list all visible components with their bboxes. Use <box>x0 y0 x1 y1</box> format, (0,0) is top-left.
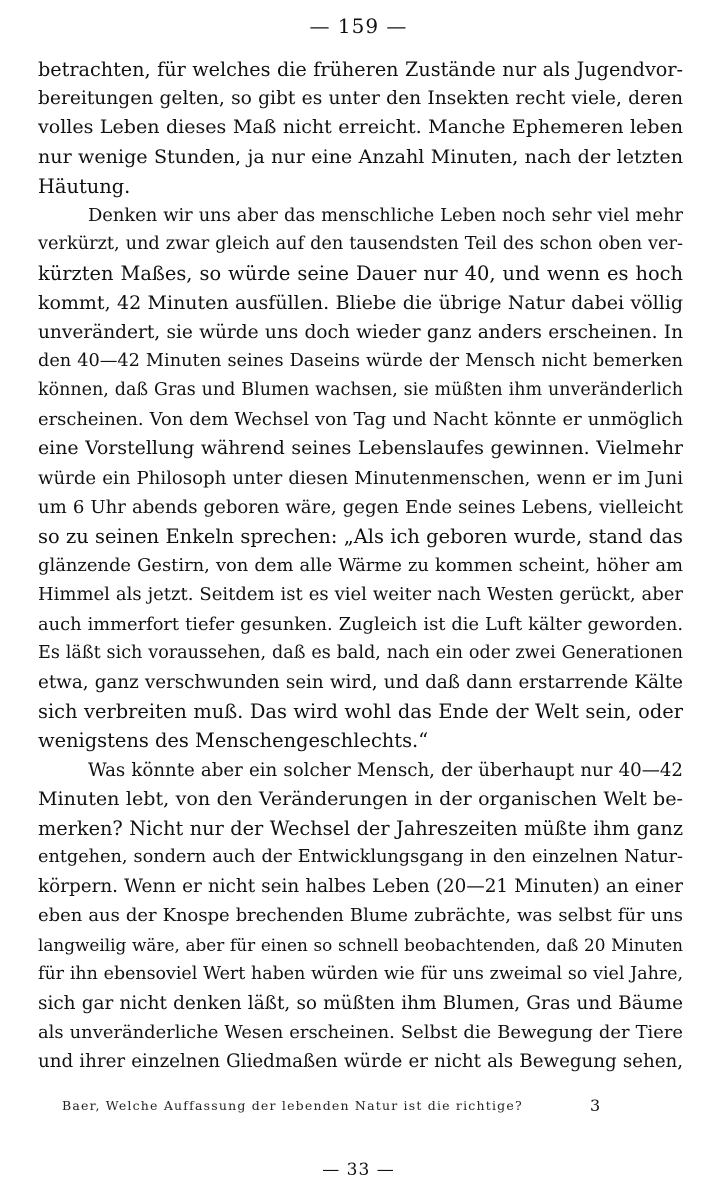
text-line: nur wenige Stunden, ja nur eine Anzahl Minuten, nach der letzten <box>38 145 683 168</box>
text-line: eben aus der Knospe brechenden Blume zubrächte, was selbst für uns <box>38 905 683 927</box>
text-line: volles Leben dieses Maß nicht erreicht. Manche Ephemeren leben <box>38 116 683 139</box>
text-line: als unveränderliche Wesen erscheinen. Selbst die Bewegung der Tiere <box>38 1022 683 1044</box>
text-line: Himmel als jetzt. Seitdem ist es viel weiter nach Westen gerückt, aber <box>38 584 683 606</box>
text-line: um 6 Uhr abends geboren wäre, gegen Ende seines Lebens, vielleicht <box>38 496 683 518</box>
text-line: betrachten, für welches die früheren Zustände nur als Jugendvor- <box>38 58 683 81</box>
signature-mark: 3 <box>590 1096 601 1115</box>
text-line: kürzten Maßes, so würde seine Dauer nur 40, und wenn es hoch <box>38 262 683 286</box>
text-line: etwa, ganz verschwunden sein wird, und daß dann erstarrende Kälte <box>38 671 683 693</box>
text-line: unverändert, sie würde uns doch wieder ganz anders erscheinen. In <box>38 321 683 343</box>
text-line: glänzende Gestirn, von dem alle Wärme zu kommen scheint, höher am <box>38 555 683 577</box>
text-line: können, daß Gras und Blumen wachsen, sie müßten ihm unveränderlich <box>38 380 683 401</box>
text-line: entgehen, sondern auch der Entwicklungsgang in den einzelnen Natur- <box>38 847 683 868</box>
text-line: Es läßt sich voraussehen, daß es bald, nach ein oder zwei Generationen <box>38 642 683 663</box>
text-line: sich verbreiten muß. Das wird wohl das Ende der Welt sein, oder <box>38 700 683 724</box>
text-line: eine Vorstellung während seines Lebenslaufes gewinnen. Vielmehr <box>38 437 683 460</box>
text-line: bereitungen gelten, so gibt es unter den Insekten recht viele, deren <box>38 88 683 110</box>
text-line: für ihn ebensoviel Wert haben würden wie für uns zweimal so viel Jahre, <box>38 963 683 984</box>
text-line: den 40—42 Minuten seines Daseins würde der Mensch nicht bemerken <box>38 350 683 371</box>
text-line: sich gar nicht denken läßt, so müßten ihm Blumen, Gras und Bäume <box>38 993 683 1014</box>
page-number: — 159 — <box>309 14 408 38</box>
text-line: Minuten lebt, von den Veränderungen in der organischen Welt be- <box>38 787 683 810</box>
text-line: merken? Nicht nur der Wechsel der Jahreszeiten müßte ihm ganz <box>38 816 683 840</box>
text-line: körpern. Wenn er nicht sein halbes Leben (20—21 Minuten) an einer <box>38 876 683 898</box>
text-line: würde ein Philosoph unter diesen Minutenmenschen, wenn er im Juni <box>38 467 683 489</box>
text-line: Denken wir uns aber das menschliche Leben noch sehr viel mehr <box>88 204 683 226</box>
text-line: Häutung. <box>38 174 131 198</box>
text-line: wenigstens des Menschengeschlechts.“ <box>38 729 429 753</box>
text-line: langweilig wäre, aber für einen so schnell beobachtenden, daß 20 Minuten <box>38 934 683 955</box>
text-line: verkürzt, und zwar gleich auf den tausendsten Teil des schon oben ver- <box>38 234 683 255</box>
text-line: Was könnte aber ein solcher Mensch, der überhaupt nur 40—42 <box>88 759 683 781</box>
text-line: erscheinen. Von dem Wechsel von Tag und Nacht könnte er unmöglich <box>38 409 683 431</box>
bottom-page-number: — 33 — <box>322 1160 395 1180</box>
text-line: kommt, 42 Minuten ausfüllen. Bliebe die übrige Natur dabei völlig <box>38 291 683 314</box>
text-line: und ihrer einzelnen Gliedmaßen würde er nicht als Bewegung sehen, <box>38 1051 683 1073</box>
body-text <box>38 55 683 1077</box>
running-footer: Baer, Welche Auffassung der lebenden Natur ist die richtige? <box>62 1098 523 1113</box>
text-line: so zu seinen Enkeln sprechen: „Als ich geboren wurde, stand das <box>38 525 683 548</box>
text-line: auch immerfort tiefer gesunken. Zugleich ist die Luft kälter geworden. <box>38 613 683 635</box>
